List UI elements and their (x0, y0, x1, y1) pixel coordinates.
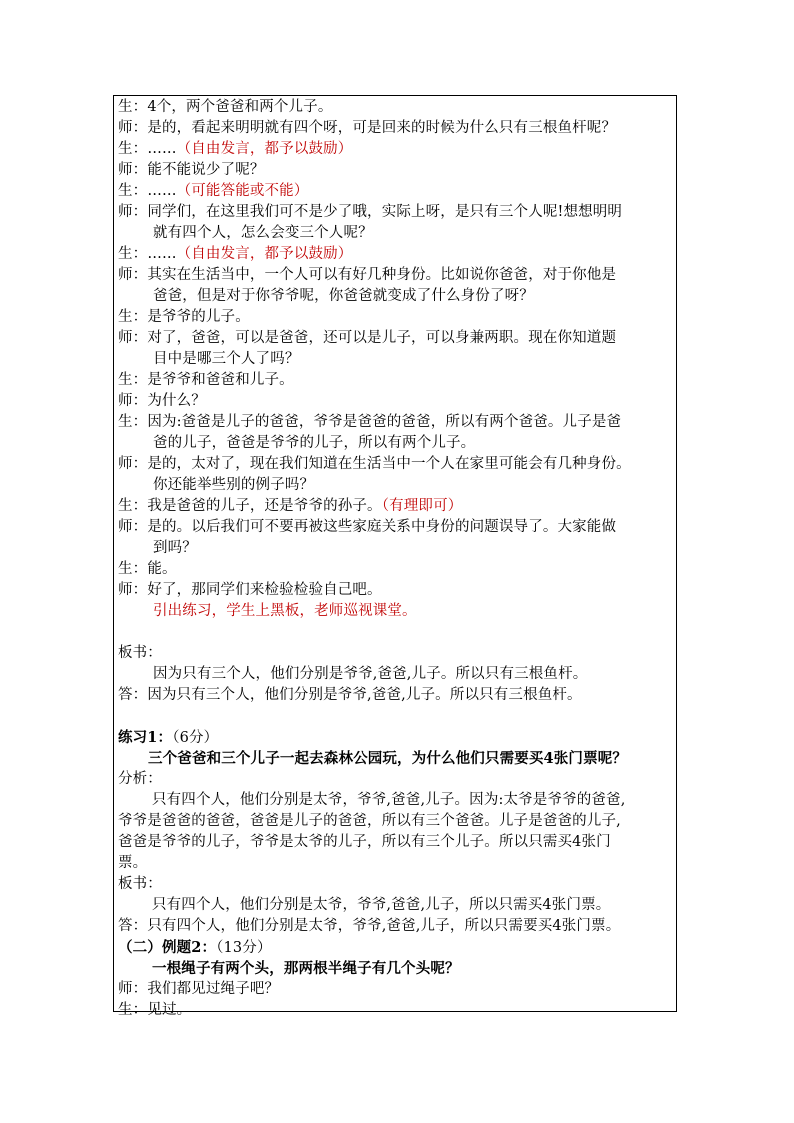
example-heading (118, 937, 674, 958)
line-text: 见过。 (147, 1002, 192, 1018)
speaker-label: 师： (118, 120, 148, 136)
answer-line (118, 916, 674, 937)
dialogue-line (118, 181, 674, 202)
line-text: 能不能说少了呢？ (147, 162, 265, 178)
line-text: 是爷爷和爸爸和儿子。 (147, 372, 294, 388)
example-question: 一根绳子有两个头，那两根半绳子有几个头呢？ (152, 960, 460, 977)
line-text: 我们都见过绳子吧？ (147, 981, 280, 997)
board-heading: 板书： (118, 876, 162, 892)
dialogue-line (118, 244, 674, 265)
board-content: 只有四个人，他们分别是太爷，爷爷,爸爸,儿子，所以只需买4张门票。 (152, 897, 611, 913)
dialogue-line (118, 517, 674, 538)
speaker-label: 师： (118, 162, 148, 178)
dialogue-line (118, 160, 674, 181)
dialogue-continuation (118, 223, 674, 244)
analysis-heading: 分析： (118, 771, 162, 787)
dialogue-line (118, 1000, 674, 1021)
dialogue-line (118, 328, 674, 349)
line-text: 同学们，在这里我们可不是少了哦，实际上呀，是只有三个人呢!想想明明 (147, 204, 623, 220)
speaker-label: 生： (118, 1002, 148, 1018)
speaker-label: 生： (118, 561, 148, 577)
answer-text: 因为只有三个人，他们分别是爷爷,爸爸,儿子。所以只有三根鱼杆。 (147, 687, 582, 703)
dialogue-line (118, 979, 674, 1000)
line-text: …… (147, 141, 177, 157)
exercise-points: （6分） (172, 730, 219, 746)
speaker-label: 师： (118, 267, 148, 283)
speaker-label: 师： (118, 456, 148, 472)
speaker-label: 师： (118, 204, 148, 220)
line-text: 目中是哪三个人了吗？ (153, 351, 300, 367)
line-text: 是的，太对了，现在我们知道在生活当中一个人在家里可能会有几种身份。 (147, 456, 631, 472)
dialogue-line (118, 496, 674, 517)
speaker-label: 师： (118, 519, 148, 535)
dialogue-line (118, 202, 674, 223)
dialogue-continuation (118, 286, 674, 307)
line-text: 4个，两个爸爸和两个儿子。 (147, 99, 333, 115)
answer-label: 答： (118, 918, 148, 934)
speaker-label: 生： (118, 99, 148, 115)
speaker-label: 生： (118, 183, 148, 199)
line-text: 因为:爸爸是儿子的爸爸，爷爷是爸爸的爸爸，所以有两个爸爸。儿子是爸 (147, 414, 622, 430)
line-text: 爸的儿子，爸爸是爷爷的儿子，所以有两个儿子。 (153, 435, 476, 451)
answer-label: 答： (118, 687, 148, 703)
speaker-label: 生： (118, 372, 148, 388)
speaker-label: 师： (118, 582, 148, 598)
line-text: 对了，爸爸，可以是爸爸，还可以是儿子，可以身兼两职。现在你知道题 (147, 330, 617, 346)
teacher-note: （自由发言，都予以鼓励） (176, 246, 353, 262)
line-text: 是的，看起来明明就有四个呀，可是回来的时候为什么只有三根鱼杆呢？ (147, 120, 617, 136)
line-text: 爸爸，但是对于你爷爷呢，你爸爸就变成了什么身份了呀？ (153, 288, 534, 304)
speaker-label: 师： (118, 393, 148, 409)
dialogue-line (118, 454, 674, 475)
example-points: （13分） (216, 940, 272, 956)
speaker-label: 生： (118, 141, 148, 157)
dialogue-line (118, 118, 674, 139)
dialogue-line (118, 307, 674, 328)
example-title: （二）例题2： (118, 939, 217, 956)
answer-line (118, 685, 674, 706)
line-text: 为什么？ (147, 393, 206, 409)
board-content: 因为只有三个人，他们分别是爷爷,爸爸,儿子。所以只有三根鱼杆。 (153, 666, 588, 682)
teacher-note: （有理即可） (381, 498, 463, 514)
exercise-question: 三个爸爸和三个儿子一起去森林公园玩，为什么他们只需要买4张门票呢？ (148, 750, 628, 767)
dialogue-line (118, 265, 674, 286)
teacher-note: （自由发言，都予以鼓励） (176, 141, 353, 157)
line-text: 其实在生活当中，一个人可以有好几种身份。比如说你爸爸，对于你他是 (147, 267, 617, 283)
analysis-line: 票。 (118, 855, 148, 871)
line-text: 到吗？ (153, 540, 197, 556)
dialogue-continuation (118, 538, 674, 559)
spacer (118, 622, 674, 643)
speaker-label: 生： (118, 414, 148, 430)
line-text: 好了，那同学们来检验检验自己吧。 (147, 582, 382, 598)
dialogue-line (118, 391, 674, 412)
dialogue-line (118, 97, 674, 118)
answer-text: 只有四个人，他们分别是太爷，爷爷,爸爸,儿子，所以只需要买4张门票。 (147, 918, 621, 934)
board-heading: 板书： (118, 645, 162, 661)
teacher-note: （可能答能或不能） (176, 183, 309, 199)
dialogue-line (118, 412, 674, 433)
dialogue-line (118, 559, 674, 580)
analysis-line: 只有四个人，他们分别是太爷，爷爷,爸爸,儿子。因为:太爷是爷爷的爸爸, (152, 792, 626, 808)
speaker-label: 生： (118, 498, 148, 514)
speaker-label: 生： (118, 246, 148, 262)
dialogue-line (118, 580, 674, 601)
teacher-note: 引出练习，学生上黑板，老师巡视课堂。 (153, 603, 417, 619)
line-text: …… (147, 246, 177, 262)
line-text: …… (147, 183, 177, 199)
line-text: 就有四个人，怎么会变三个人呢？ (153, 225, 373, 241)
spacer (118, 706, 674, 727)
speaker-label: 师： (118, 330, 148, 346)
dialogue-continuation (118, 349, 674, 370)
line-text: 我是爸爸的儿子，还是爷爷的孙子。 (147, 498, 382, 514)
exercise-heading (118, 727, 674, 748)
lesson-plan-content (118, 97, 674, 1021)
exercise-title: 练习1： (118, 729, 173, 746)
line-text: 你还能举些别的例子吗？ (153, 477, 315, 493)
dialogue-continuation (118, 433, 674, 454)
line-text: 能。 (147, 561, 177, 577)
analysis-line: 爷爷是爸爸的爸爸，爸爸是儿子的爸爸，所以有三个爸爸。儿子是爸爸的儿子, (118, 813, 621, 829)
line-text: 是的。以后我们可不要再被这些家庭关系中身份的问题误导了。大家能做 (147, 519, 617, 535)
speaker-label: 师： (118, 981, 148, 997)
dialogue-line (118, 139, 674, 160)
speaker-label: 生： (118, 309, 148, 325)
dialogue-line (118, 370, 674, 391)
line-text: 是爷爷的儿子。 (147, 309, 250, 325)
dialogue-continuation (118, 475, 674, 496)
analysis-line: 爸爸是爷爷的儿子，爷爷是太爷的儿子，所以有三个儿子。所以只需买4张门 (118, 834, 611, 850)
